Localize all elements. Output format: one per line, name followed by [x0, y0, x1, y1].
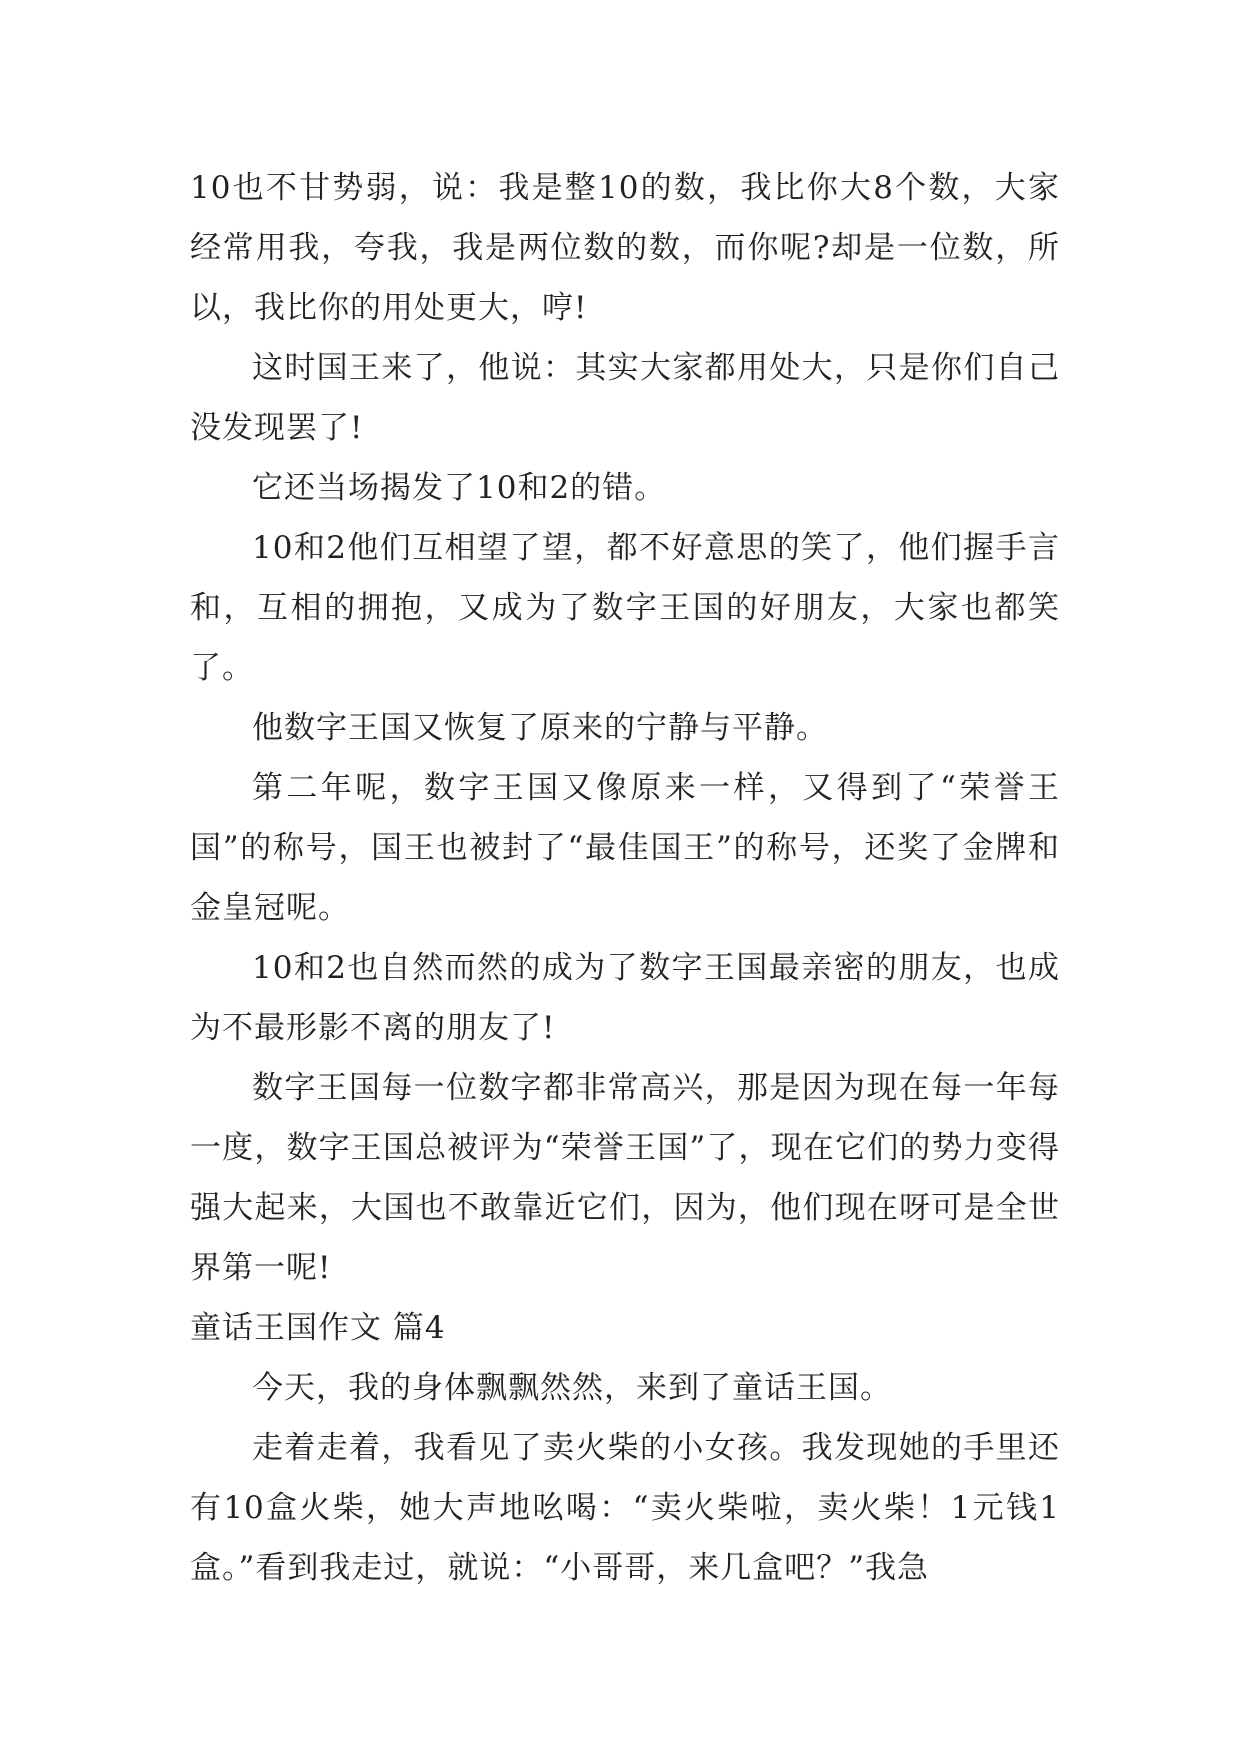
paragraph-7: 10和2也自然而然的成为了数字王国最亲密的朋友，也成为不最形影不离的朋友了!: [190, 950, 1060, 1046]
section-heading: 童话王国作文 篇4: [190, 1310, 446, 1346]
article-body: [190, 158, 1060, 1598]
paragraph-4: 10和2他们互相望了望，都不好意思的笑了，他们握手言和，互相的拥抱，又成为了数字王国的好朋友，大家也都笑了。: [190, 530, 1060, 686]
paragraph-6: 第二年呢，数字王国又像原来一样，又得到了“荣誉王国”的称号，国王也被封了“最佳国王”的称号，还奖了金牌和金皇冠呢。: [190, 770, 1060, 926]
paragraph-3: 它还当场揭发了10和2的错。: [252, 470, 667, 506]
paragraph-10: 走着走着，我看见了卖火柴的小女孩。我发现她的手里还有10盒火柴，她大声地吆喝：“卖火柴啦，卖火柴！1元钱1盒。”看到我走过，就说：“小哥哥，来几盒吧？”我急: [190, 1430, 1060, 1586]
paragraph-9: 今天，我的身体飘飘然然，来到了童话王国。: [252, 1370, 892, 1406]
paragraph-8: 数字王国每一位数字都非常高兴，那是因为现在每一年每一度，数字王国总被评为“荣誉王国”了，现在它们的势力变得强大起来，大国也不敢靠近它们，因为，他们现在呀可是全世界第一呢!: [190, 1070, 1060, 1286]
paragraph-1: 10也不甘势弱，说：我是整10的数，我比你大8个数，大家经常用我，夸我，我是两位数的数，而你呢?却是一位数，所以，我比你的用处更大，哼!: [190, 170, 1060, 326]
paragraph-5: 他数字王国又恢复了原来的宁静与平静。: [252, 710, 828, 746]
paragraph-2: 这时国王来了，他说：其实大家都用处大，只是你们自己没发现罢了!: [190, 350, 1060, 446]
